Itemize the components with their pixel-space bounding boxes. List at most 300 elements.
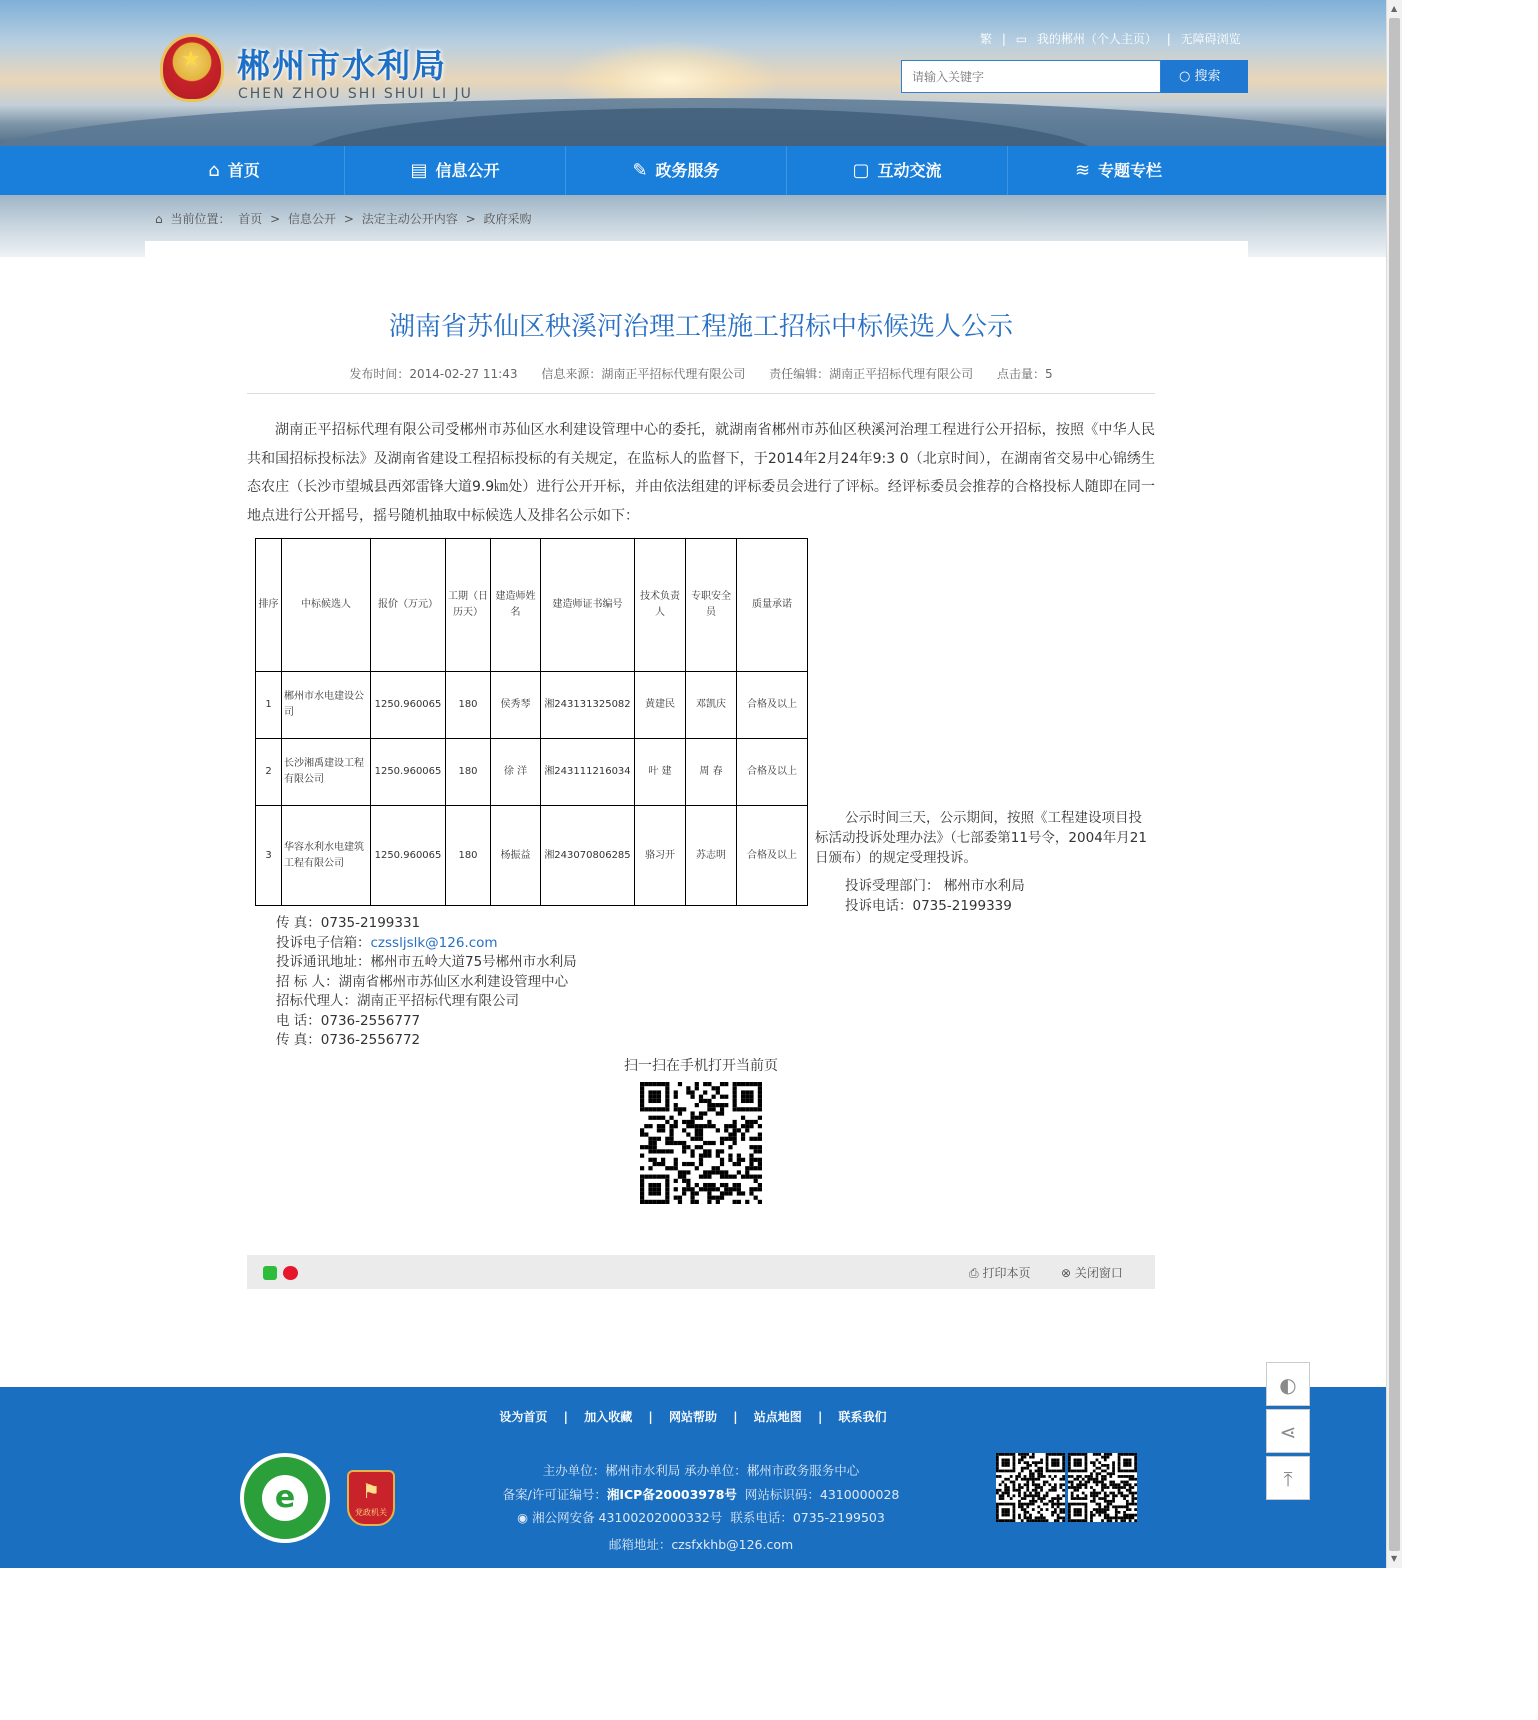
qr-module: [1037, 1511, 1040, 1514]
qr-module: [1068, 1511, 1071, 1514]
qr-module: [1115, 1511, 1118, 1514]
my-chenzhou-link[interactable]: 我的郴州（个人主页）: [1036, 32, 1157, 46]
qr-module: [1085, 1483, 1088, 1486]
qr-module: [1098, 1503, 1101, 1506]
qr-module: [1115, 1505, 1118, 1508]
qr-module: [1104, 1459, 1107, 1462]
qr-module: [1013, 1514, 1016, 1517]
qr-module: [1129, 1486, 1132, 1489]
qr-module: [1076, 1503, 1079, 1506]
qr-module: [1040, 1472, 1043, 1475]
qr-module: [1018, 1453, 1021, 1456]
qr-module: [1126, 1514, 1129, 1517]
qr-module: [1090, 1475, 1093, 1478]
qr-module: [1129, 1503, 1132, 1506]
fax-1: 传 真：0735-2199331: [276, 915, 421, 931]
qr-module: [1062, 1456, 1065, 1459]
table-row: [256, 806, 808, 906]
qr-module: [707, 1175, 711, 1179]
qr-module: [695, 1086, 699, 1090]
party-gov-badge[interactable]: [347, 1470, 395, 1526]
qr-module: [1129, 1516, 1132, 1519]
footer-link-favorite[interactable]: 加入收藏: [584, 1410, 633, 1424]
qr-module: [1118, 1516, 1121, 1519]
qr-module: [1032, 1508, 1035, 1511]
qr-module: [1068, 1486, 1071, 1489]
qr-module: [745, 1166, 749, 1170]
qr-module: [674, 1179, 678, 1183]
qr-module: [1029, 1478, 1032, 1481]
qr-module: [640, 1095, 644, 1099]
qr-module: [1107, 1464, 1110, 1467]
qr-module: [712, 1107, 716, 1111]
cell-cert-no: 湘243131325082: [541, 672, 635, 739]
qr-module: [1101, 1478, 1104, 1481]
qr-module: [1021, 1497, 1024, 1500]
qr-module: [1112, 1500, 1115, 1503]
qr-module: [1054, 1497, 1057, 1500]
qr-module: [690, 1116, 694, 1120]
qr-module: [758, 1082, 762, 1086]
qr-module: [728, 1145, 732, 1149]
qr-module: [1046, 1481, 1049, 1484]
breadcrumb: [155, 210, 536, 227]
qr-module: [1002, 1497, 1005, 1500]
qr-module: [703, 1099, 707, 1103]
qr-module: [1029, 1494, 1032, 1497]
qr-module: [640, 1082, 644, 1086]
footer-links: [0, 1408, 1386, 1425]
qr-module: [703, 1124, 707, 1128]
qr-module: [749, 1082, 753, 1086]
qr-module: [996, 1489, 999, 1492]
qr-module: [690, 1154, 694, 1158]
qr-module: [1021, 1478, 1024, 1481]
qr-module: [720, 1107, 724, 1111]
phone: 电 话：0736-2556777: [276, 1012, 421, 1029]
qr-module: [1093, 1464, 1096, 1467]
qr-module: [1074, 1514, 1077, 1517]
qr-module: [720, 1095, 724, 1099]
cell-cert-no: 湘243070806285: [541, 806, 635, 906]
qr-module: [1074, 1461, 1077, 1464]
qr-module: [758, 1095, 762, 1099]
qr-module: [1026, 1489, 1029, 1492]
qr-module: [1101, 1486, 1104, 1489]
qr-module: [1090, 1472, 1093, 1475]
qr-module: [1002, 1508, 1005, 1511]
qr-module: [754, 1179, 758, 1183]
back-to-top-button[interactable]: [1266, 1456, 1310, 1500]
qr-module: [1096, 1472, 1099, 1475]
qr-module: [1029, 1464, 1032, 1467]
qr-module: [1051, 1461, 1054, 1464]
qr-module: [665, 1191, 669, 1195]
qr-module: [653, 1116, 657, 1120]
qr-module: [712, 1187, 716, 1191]
qr-module: [1024, 1475, 1027, 1478]
qr-module: [690, 1111, 694, 1115]
qr-module: [1096, 1492, 1099, 1495]
qr-module: [1037, 1519, 1040, 1522]
qr-module: [1096, 1453, 1099, 1456]
qr-module: [745, 1099, 749, 1103]
qr-module: [665, 1196, 669, 1200]
qr-module: [1029, 1472, 1032, 1475]
qr-module: [1115, 1483, 1118, 1486]
qr-module: [1043, 1497, 1046, 1500]
qr-module: [1085, 1497, 1088, 1500]
qr-module: [996, 1467, 999, 1470]
qr-module: [1115, 1486, 1118, 1489]
table-row: [256, 672, 808, 739]
qr-module: [1126, 1483, 1129, 1486]
share-float-button[interactable]: [1266, 1409, 1310, 1453]
qr-module: [1051, 1497, 1054, 1500]
breadcrumb-home[interactable]: 首页: [238, 212, 263, 226]
qr-module: [1134, 1453, 1137, 1456]
qr-module: [640, 1103, 644, 1107]
qr-module: [733, 1187, 737, 1191]
qr-module: [1004, 1489, 1007, 1492]
qr-module: [1076, 1464, 1079, 1467]
qr-module: [648, 1191, 652, 1195]
qr-module: [745, 1175, 749, 1179]
qr-module: [665, 1179, 669, 1183]
civilized-website-badge[interactable]: [240, 1453, 330, 1543]
email-link[interactable]: czssljslk@126.com: [370, 934, 498, 951]
qr-module: [1007, 1508, 1010, 1511]
qr-module: [1101, 1470, 1104, 1473]
nav-item-interaction[interactable]: [787, 146, 1008, 195]
qr-module: [1093, 1489, 1096, 1492]
qr-module: [1096, 1481, 1099, 1484]
qr-module: [640, 1179, 644, 1183]
qr-module: [1051, 1464, 1054, 1467]
qr-module: [720, 1158, 724, 1162]
qr-module: [1104, 1500, 1107, 1503]
separator: |: [817, 1410, 823, 1424]
qr-module: [758, 1187, 762, 1191]
header-cert-no: 建造师证书编号: [541, 539, 635, 672]
search-button[interactable]: [1161, 60, 1248, 93]
qr-module: [1062, 1464, 1065, 1467]
qr-module: [640, 1166, 644, 1170]
accessibility-link[interactable]: 无障碍浏览: [1180, 32, 1241, 46]
qr-module: [724, 1103, 728, 1107]
qr-module: [749, 1162, 753, 1166]
qr-module: [678, 1175, 682, 1179]
qr-module: [1123, 1497, 1126, 1500]
print-button[interactable]: [969, 1264, 1030, 1281]
qr-module: [686, 1124, 690, 1128]
vertical-scrollbar[interactable]: [1386, 0, 1402, 1568]
qr-module: [1007, 1464, 1010, 1467]
qr-module: [1107, 1505, 1110, 1508]
qr-module: [716, 1111, 720, 1115]
qr-module: [657, 1128, 661, 1132]
footer-link-contact[interactable]: 联系我们: [838, 1410, 887, 1424]
qr-module: [733, 1124, 737, 1128]
qr-module: [1123, 1470, 1126, 1473]
footer-link-sitemap[interactable]: 站点地图: [753, 1410, 802, 1424]
qr-module: [758, 1162, 762, 1166]
qr-module: [1101, 1519, 1104, 1522]
icp-link[interactable]: 湘ICP备20003978号: [606, 1487, 737, 1502]
qr-module: [1131, 1503, 1134, 1506]
qr-module: [1109, 1500, 1112, 1503]
qr-module: [745, 1120, 749, 1124]
qr-module: [665, 1103, 669, 1107]
qr-module: [749, 1124, 753, 1128]
qr-module: [648, 1158, 652, 1162]
qr-module: [1107, 1519, 1110, 1522]
qr-module: [741, 1082, 745, 1086]
scroll-down-arrow-icon[interactable]: ▼: [1391, 1554, 1398, 1563]
qr-module: [1062, 1470, 1065, 1473]
qr-module: [1131, 1514, 1134, 1517]
qr-module: [1051, 1505, 1054, 1508]
qr-module: [737, 1128, 741, 1132]
qr-module: [674, 1124, 678, 1128]
qr-code-image: [996, 1453, 1065, 1522]
qr-module: [703, 1187, 707, 1191]
qr-module: [648, 1145, 652, 1149]
qr-module: [1013, 1503, 1016, 1506]
qr-module: [1062, 1511, 1065, 1514]
qr-module: [1098, 1497, 1101, 1500]
qr-module: [682, 1141, 686, 1145]
qr-module: [1013, 1470, 1016, 1473]
qr-module: [1076, 1453, 1079, 1456]
qr-module: [720, 1175, 724, 1179]
qr-module: [682, 1120, 686, 1124]
qr-module: [690, 1196, 694, 1200]
breadcrumb-info-disclosure[interactable]: 信息公开: [288, 212, 337, 226]
qr-module: [1076, 1511, 1079, 1514]
qr-module: [1043, 1481, 1046, 1484]
qr-module: [1007, 1519, 1010, 1522]
qr-module: [1098, 1514, 1101, 1517]
close-window-button[interactable]: [1061, 1264, 1123, 1281]
qr-module: [653, 1175, 657, 1179]
qr-module: [1057, 1500, 1060, 1503]
qr-module: [1109, 1519, 1112, 1522]
qr-module: [640, 1187, 644, 1191]
qr-module: [1029, 1470, 1032, 1473]
wechat-float-button[interactable]: [1266, 1362, 1310, 1406]
qr-module: [716, 1128, 720, 1132]
qr-module: [1032, 1456, 1035, 1459]
qr-module: [1107, 1514, 1110, 1517]
qr-module: [1054, 1464, 1057, 1467]
qr-module: [1085, 1459, 1088, 1462]
wechat-share-icon[interactable]: [263, 1266, 277, 1280]
cell-price: 1250.960065: [371, 672, 446, 739]
qr-module: [712, 1095, 716, 1099]
qr-module: [1040, 1486, 1043, 1489]
national-emblem-icon: ★: [160, 34, 224, 102]
qr-module: [1046, 1494, 1049, 1497]
qr-module: [1026, 1516, 1029, 1519]
qr-module: [1074, 1519, 1077, 1522]
scroll-up-arrow-icon[interactable]: ▲: [1391, 4, 1398, 13]
qr-module: [703, 1170, 707, 1174]
breadcrumb-statutory[interactable]: 法定主动公开内容: [361, 212, 458, 226]
qr-module: [1048, 1483, 1051, 1486]
qr-module: [1090, 1514, 1093, 1517]
qr-module: [1134, 1478, 1137, 1481]
complaint-dept: 投诉受理部门： 郴州市水利局: [845, 878, 1025, 894]
qr-module: [1126, 1464, 1129, 1467]
qr-module: [657, 1191, 661, 1195]
nav-item-home[interactable]: [124, 146, 345, 195]
qr-module: [1071, 1503, 1074, 1506]
footer-link-homepage[interactable]: 设为首页: [499, 1410, 548, 1424]
qr-module: [695, 1137, 699, 1141]
qr-module: [653, 1183, 657, 1187]
qr-module: [1074, 1478, 1077, 1481]
qr-module: [741, 1175, 745, 1179]
qr-module: [758, 1103, 762, 1107]
qr-module: [1085, 1514, 1088, 1517]
qr-module: [1059, 1516, 1062, 1519]
qr-module: [690, 1137, 694, 1141]
qr-module: [1112, 1464, 1115, 1467]
qr-module: [1026, 1519, 1029, 1522]
qr-module: [1082, 1503, 1085, 1506]
qr-module: [999, 1489, 1002, 1492]
qr-module: [1035, 1483, 1038, 1486]
qr-module: [1076, 1486, 1079, 1489]
qr-module: [1059, 1478, 1062, 1481]
qr-module: [1051, 1459, 1054, 1462]
qr-module: [754, 1166, 758, 1170]
qr-module: [741, 1132, 745, 1136]
nav-item-gov-service[interactable]: [566, 146, 787, 195]
page-qr-code: [640, 1082, 762, 1204]
qr-module: [657, 1162, 661, 1166]
nav-item-special-topics[interactable]: [1008, 146, 1229, 195]
qr-module: [1087, 1475, 1090, 1478]
qr-module: [749, 1145, 753, 1149]
breadcrumb-prefix: 当前位置：: [170, 212, 231, 226]
qr-module: [1123, 1481, 1126, 1484]
qr-module: [1112, 1486, 1115, 1489]
scrollbar-thumb[interactable]: [1389, 18, 1400, 1551]
qr-module: [1040, 1500, 1043, 1503]
qr-module: [1085, 1470, 1088, 1473]
qr-module: [1035, 1464, 1038, 1467]
qr-module: [640, 1145, 644, 1149]
qr-module: [1107, 1516, 1110, 1519]
qr-module: [690, 1120, 694, 1124]
qr-module: [1096, 1467, 1099, 1470]
site-title[interactable]: 郴州市水利局: [237, 46, 447, 85]
qr-module: [720, 1137, 724, 1141]
qr-module: [741, 1124, 745, 1128]
qr-module: [999, 1497, 1002, 1500]
qr-module: [1112, 1481, 1115, 1484]
qr-module: [1101, 1508, 1104, 1511]
article-meta: [0, 365, 1402, 382]
qr-module: [1134, 1503, 1137, 1506]
qr-module: [1026, 1486, 1029, 1489]
qr-module: [1129, 1492, 1132, 1495]
qr-module: [1032, 1519, 1035, 1522]
weibo-share-icon[interactable]: [283, 1266, 298, 1280]
police-record[interactable]: 湘公网安备 43100202000332号: [532, 1510, 723, 1525]
qr-module: [1002, 1514, 1005, 1517]
qr-module: [1129, 1470, 1132, 1473]
nav-item-info-disclosure[interactable]: [345, 146, 566, 195]
qr-module: [1024, 1511, 1027, 1514]
qr-module: [1057, 1497, 1060, 1500]
qr-module: [1015, 1478, 1018, 1481]
publish-time: 发布时间：2014-02-27 11:43: [349, 367, 518, 381]
qr-module: [1074, 1489, 1077, 1492]
search-input[interactable]: [901, 60, 1161, 93]
qr-module: [1090, 1486, 1093, 1489]
qr-module: [996, 1516, 999, 1519]
qr-module: [720, 1149, 724, 1153]
qr-module: [1118, 1456, 1121, 1459]
qr-module: [1057, 1464, 1060, 1467]
qr-module: [703, 1090, 707, 1094]
qr-module: [1035, 1489, 1038, 1492]
qr-module: [686, 1086, 690, 1090]
qr-module: [1085, 1481, 1088, 1484]
qr-module: [1026, 1505, 1029, 1508]
qr-module: [1013, 1508, 1016, 1511]
qr-module: [1118, 1464, 1121, 1467]
breadcrumb-procurement[interactable]: 政府采购: [483, 212, 532, 226]
qr-module: [657, 1149, 661, 1153]
qr-module: [1085, 1519, 1088, 1522]
qr-module: [1057, 1461, 1060, 1464]
footer-link-help[interactable]: 网站帮助: [668, 1410, 717, 1424]
qr-module: [1024, 1503, 1027, 1506]
qr-module: [1131, 1486, 1134, 1489]
search-box: [901, 60, 1248, 93]
qr-module: [1104, 1478, 1107, 1481]
qr-module: [1068, 1514, 1071, 1517]
qr-module: [1062, 1467, 1065, 1470]
qr-module: [1054, 1470, 1057, 1473]
qr-module: [1112, 1497, 1115, 1500]
candidates-table: [255, 538, 808, 906]
qr-module: [1048, 1500, 1051, 1503]
qr-module: [1046, 1470, 1049, 1473]
qr-module: [1062, 1461, 1065, 1464]
traditional-chinese-link[interactable]: 繁: [980, 32, 993, 46]
qr-module: [1007, 1511, 1010, 1514]
qr-module: [665, 1090, 669, 1094]
qr-module: [1115, 1516, 1118, 1519]
qr-module: [1112, 1467, 1115, 1470]
qr-module: [1104, 1492, 1107, 1495]
qr-module: [648, 1166, 652, 1170]
qr-module: [1079, 1503, 1082, 1506]
qr-module: [733, 1082, 737, 1086]
qr-module: [1074, 1453, 1077, 1456]
qr-module: [648, 1099, 652, 1103]
qr-module: [1059, 1470, 1062, 1473]
qr-module: [1107, 1503, 1110, 1506]
qr-module: [1101, 1511, 1104, 1514]
qr-module: [1018, 1514, 1021, 1517]
qr-module: [1112, 1461, 1115, 1464]
